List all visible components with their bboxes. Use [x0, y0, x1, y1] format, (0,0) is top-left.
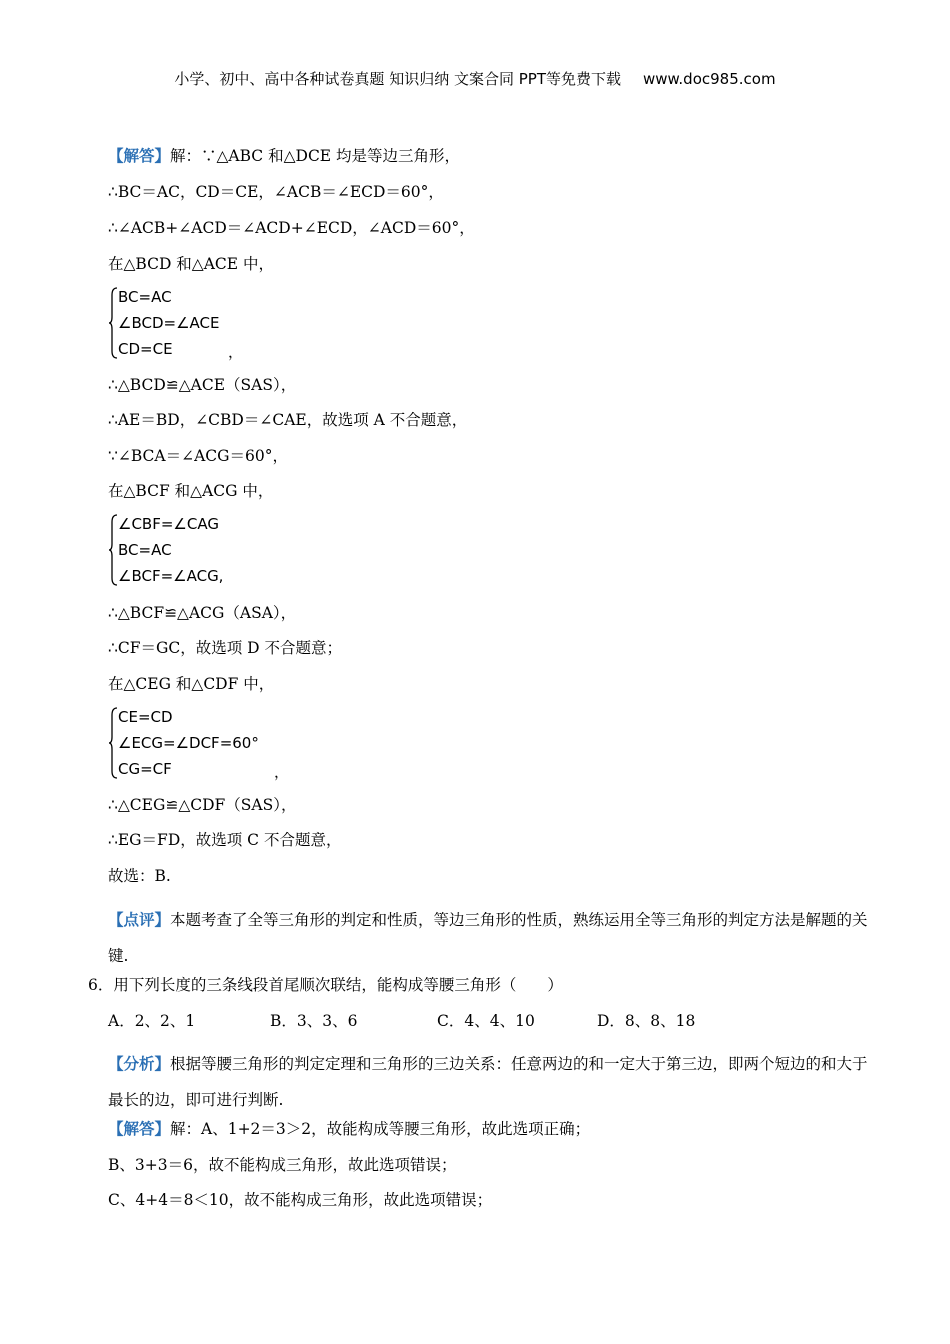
page-header [0, 68, 950, 89]
analysis-paragraph: 【分析】根据等腰三角形的判定定理和三角形的三边关系：任意两边的和一定大于第三边，即两个短边的和大于最长的边，即可进行判断. [108, 1054, 868, 1109]
comment-paragraph: 【点评】本题考查了全等三角形的判定和性质，等边三角形的性质，熟练运用全等三角形的判定方法是解题的关键. [108, 910, 868, 965]
solution-line-9: 在△BCF 和△ACG 中， [108, 482, 274, 500]
header-text: 小学、初中、高中各种试卷真题 知识归纳 文案合同 PPT等免费下载 [174, 70, 621, 88]
solution-tag: 【解答】 [108, 146, 171, 165]
equation-system-3: CE=CD ∠ECG=∠DCF=60° CG=CF ， [108, 707, 288, 779]
answer-line-1: 【解答】解：A、1+2＝3＞2，故能构成等腰三角形，故此选项正确； [108, 1119, 591, 1138]
analysis-tag: 【分析】 [108, 1054, 171, 1073]
solution-line-3: ∴∠ACB+∠ACD＝∠ACD+∠ECD，∠ACD＝60°， [108, 219, 475, 237]
answer-line-3: C、4+4＝8＜10，故不能构成三角形，故此选项错误； [108, 1191, 493, 1209]
brace-icon [108, 514, 118, 586]
solution-line-2: ∴BC＝AC，CD＝CE，∠ACB＝∠ECD＝60°， [108, 183, 444, 201]
solution-line-15: ∴△CEG≌△CDF（SAS）， [108, 796, 297, 814]
solution-line-7: ∴AE＝BD，∠CBD＝∠CAE，故选项 A 不合题意， [108, 411, 468, 429]
option-d[interactable]: D．8、8、18 [597, 1012, 696, 1030]
comment-tag: 【点评】 [108, 910, 171, 929]
solution-line-11: ∴△BCF≌△ACG（ASA）， [108, 604, 297, 622]
solution-line-16: ∴EG＝FD，故选项 C 不合题意， [108, 831, 342, 849]
solution-line-13: 在△CEG 和△CDF 中， [108, 675, 275, 693]
solution-line-17: 故选：B. [108, 867, 171, 885]
solution-line-6: ∴△BCD≌△ACE（SAS）， [108, 376, 297, 394]
equation-system-2: ∠CBF=∠CAG BC=AC ∠BCF=∠ACG, [108, 514, 288, 586]
option-c[interactable]: C．4、4、10 [437, 1012, 535, 1030]
solution-line-12: ∴CF＝GC，故选项 D 不合题意； [108, 639, 342, 657]
answer-line-2: B、3+3＝6，故不能构成三角形，故此选项错误； [108, 1156, 457, 1174]
answer-tag: 【解答】 [108, 1119, 171, 1138]
question-6: 6．用下列长度的三条线段首尾顺次联结，能构成等腰三角形（ ） [88, 976, 563, 994]
solution-line-1: 【解答】解：∵△ABC 和△DCE 均是等边三角形， [108, 146, 461, 165]
option-b[interactable]: B．3、3、6 [270, 1012, 358, 1030]
header-url[interactable]: www.doc985.com [642, 70, 776, 88]
brace-icon [108, 287, 118, 359]
equation-system-1: BC=AC ∠BCD=∠ACE CD=CE ， [108, 287, 288, 359]
brace-icon [108, 707, 118, 779]
option-a[interactable]: A．2、2、1 [108, 1012, 196, 1030]
question-6-options [108, 1011, 695, 1031]
solution-line-4: 在△BCD 和△ACE 中， [108, 255, 275, 273]
solution-line-8: ∵∠BCA＝∠ACG＝60°， [108, 447, 288, 465]
